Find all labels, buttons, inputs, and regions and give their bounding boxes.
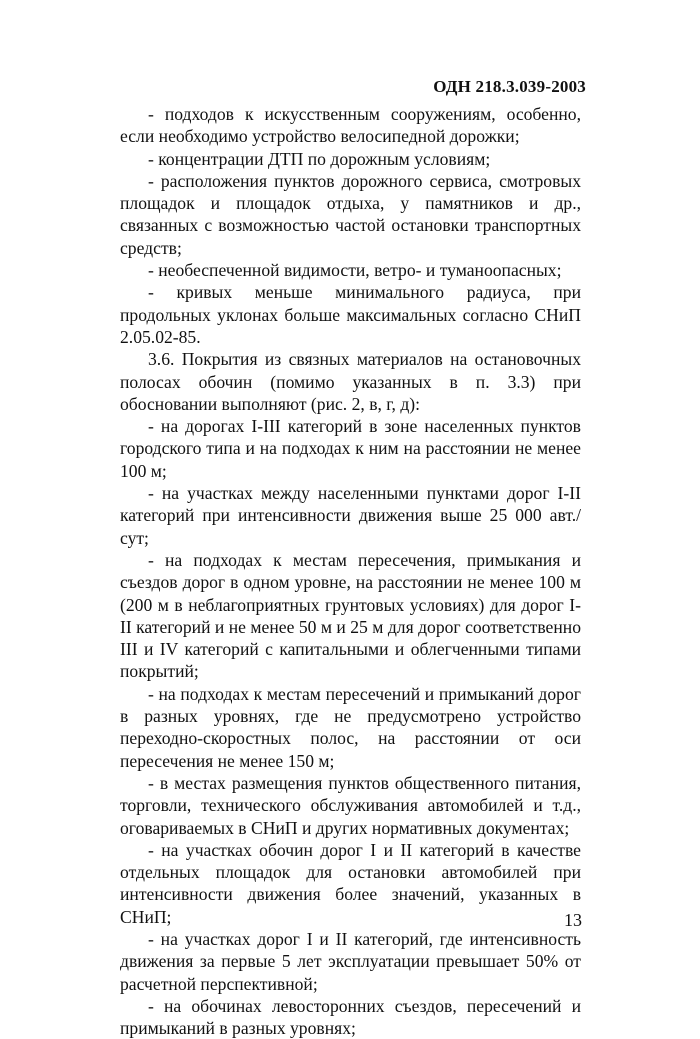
- page-number: 13: [564, 910, 582, 930]
- paragraph: - на участках обочин дорог I и II категорий в качестве отдельных площадок для остановки автомобилей при интенсивности движения более значений, указанных в СНиП;: [120, 839, 581, 927]
- paragraph: - кривых меньше минимального радиуса, при продольных уклонах больше максимальных согласно СНиП 2.05.02-85.: [120, 282, 581, 347]
- paragraph: - необеспеченной видимости, ветро- и туманоопасных;: [148, 260, 562, 281]
- paragraph: - подходов к искусственным сооружениям, особенно, если необходимо устройство велосипедной дорожки;: [120, 104, 581, 147]
- paragraph: - расположения пунктов дорожного сервиса, смотровых площадок и площадок отдыха, у памятников и др., связанных с возможностью частой остановки транспортных средств;: [120, 170, 581, 258]
- paragraph: - концентрации ДТП по дорожным условиям;: [148, 148, 491, 169]
- document-body: [120, 103, 581, 1039]
- document-code: ОДН 218.3.039-2003: [433, 77, 586, 96]
- paragraph: - на участках между населенными пунктами дорог I-II категорий при интенсивности движения выше 25 000 авт./сут;: [120, 483, 581, 548]
- paragraph: - на подходах к местам пересечений и примыканий дорог в разных уровнях, где не предусмотрено устройство переходно-скоростных полос, на расстоянии от оси пересечения не менее 150 м;: [120, 683, 581, 771]
- paragraph: - в местах размещения пунктов общественного питания, торговли, технического обслуживания автомобилей и т.д., оговариваемых в СНиП и других нормативных документах;: [120, 772, 581, 838]
- paragraph: - на обочинах левосторонних съездов, пересечений и примыканий в разных уровнях;: [120, 995, 581, 1039]
- paragraph: - на подходах к местам пересечения, примыкания и съездов дорог в одном уровне, на расстоянии не менее 100 м (200 м в неблагоприятных грунтовых условиях) для дорог I-II категорий и не менее 50 м и 25 м для дорог соответственно III и IV категорий с капитальными и облегченными типами покрытий;: [120, 549, 581, 682]
- paragraph: - на дорогах I-III категорий в зоне населенных пунктов городского типа и на подходах к ним на расстоянии не менее 100 м;: [120, 416, 581, 481]
- paragraph: - на участках дорог I и II категорий, где интенсивность движения за первые 5 лет эксплуатации превышает 50% от расчетной перспективной;: [120, 928, 581, 994]
- section-paragraph-3-6: 3.6. Покрытия из связных материалов на остановочных полосах обочин (помимо указанных в п. 3.3) при обосновании выполняют (рис. 2, в, г, д):: [120, 349, 581, 414]
